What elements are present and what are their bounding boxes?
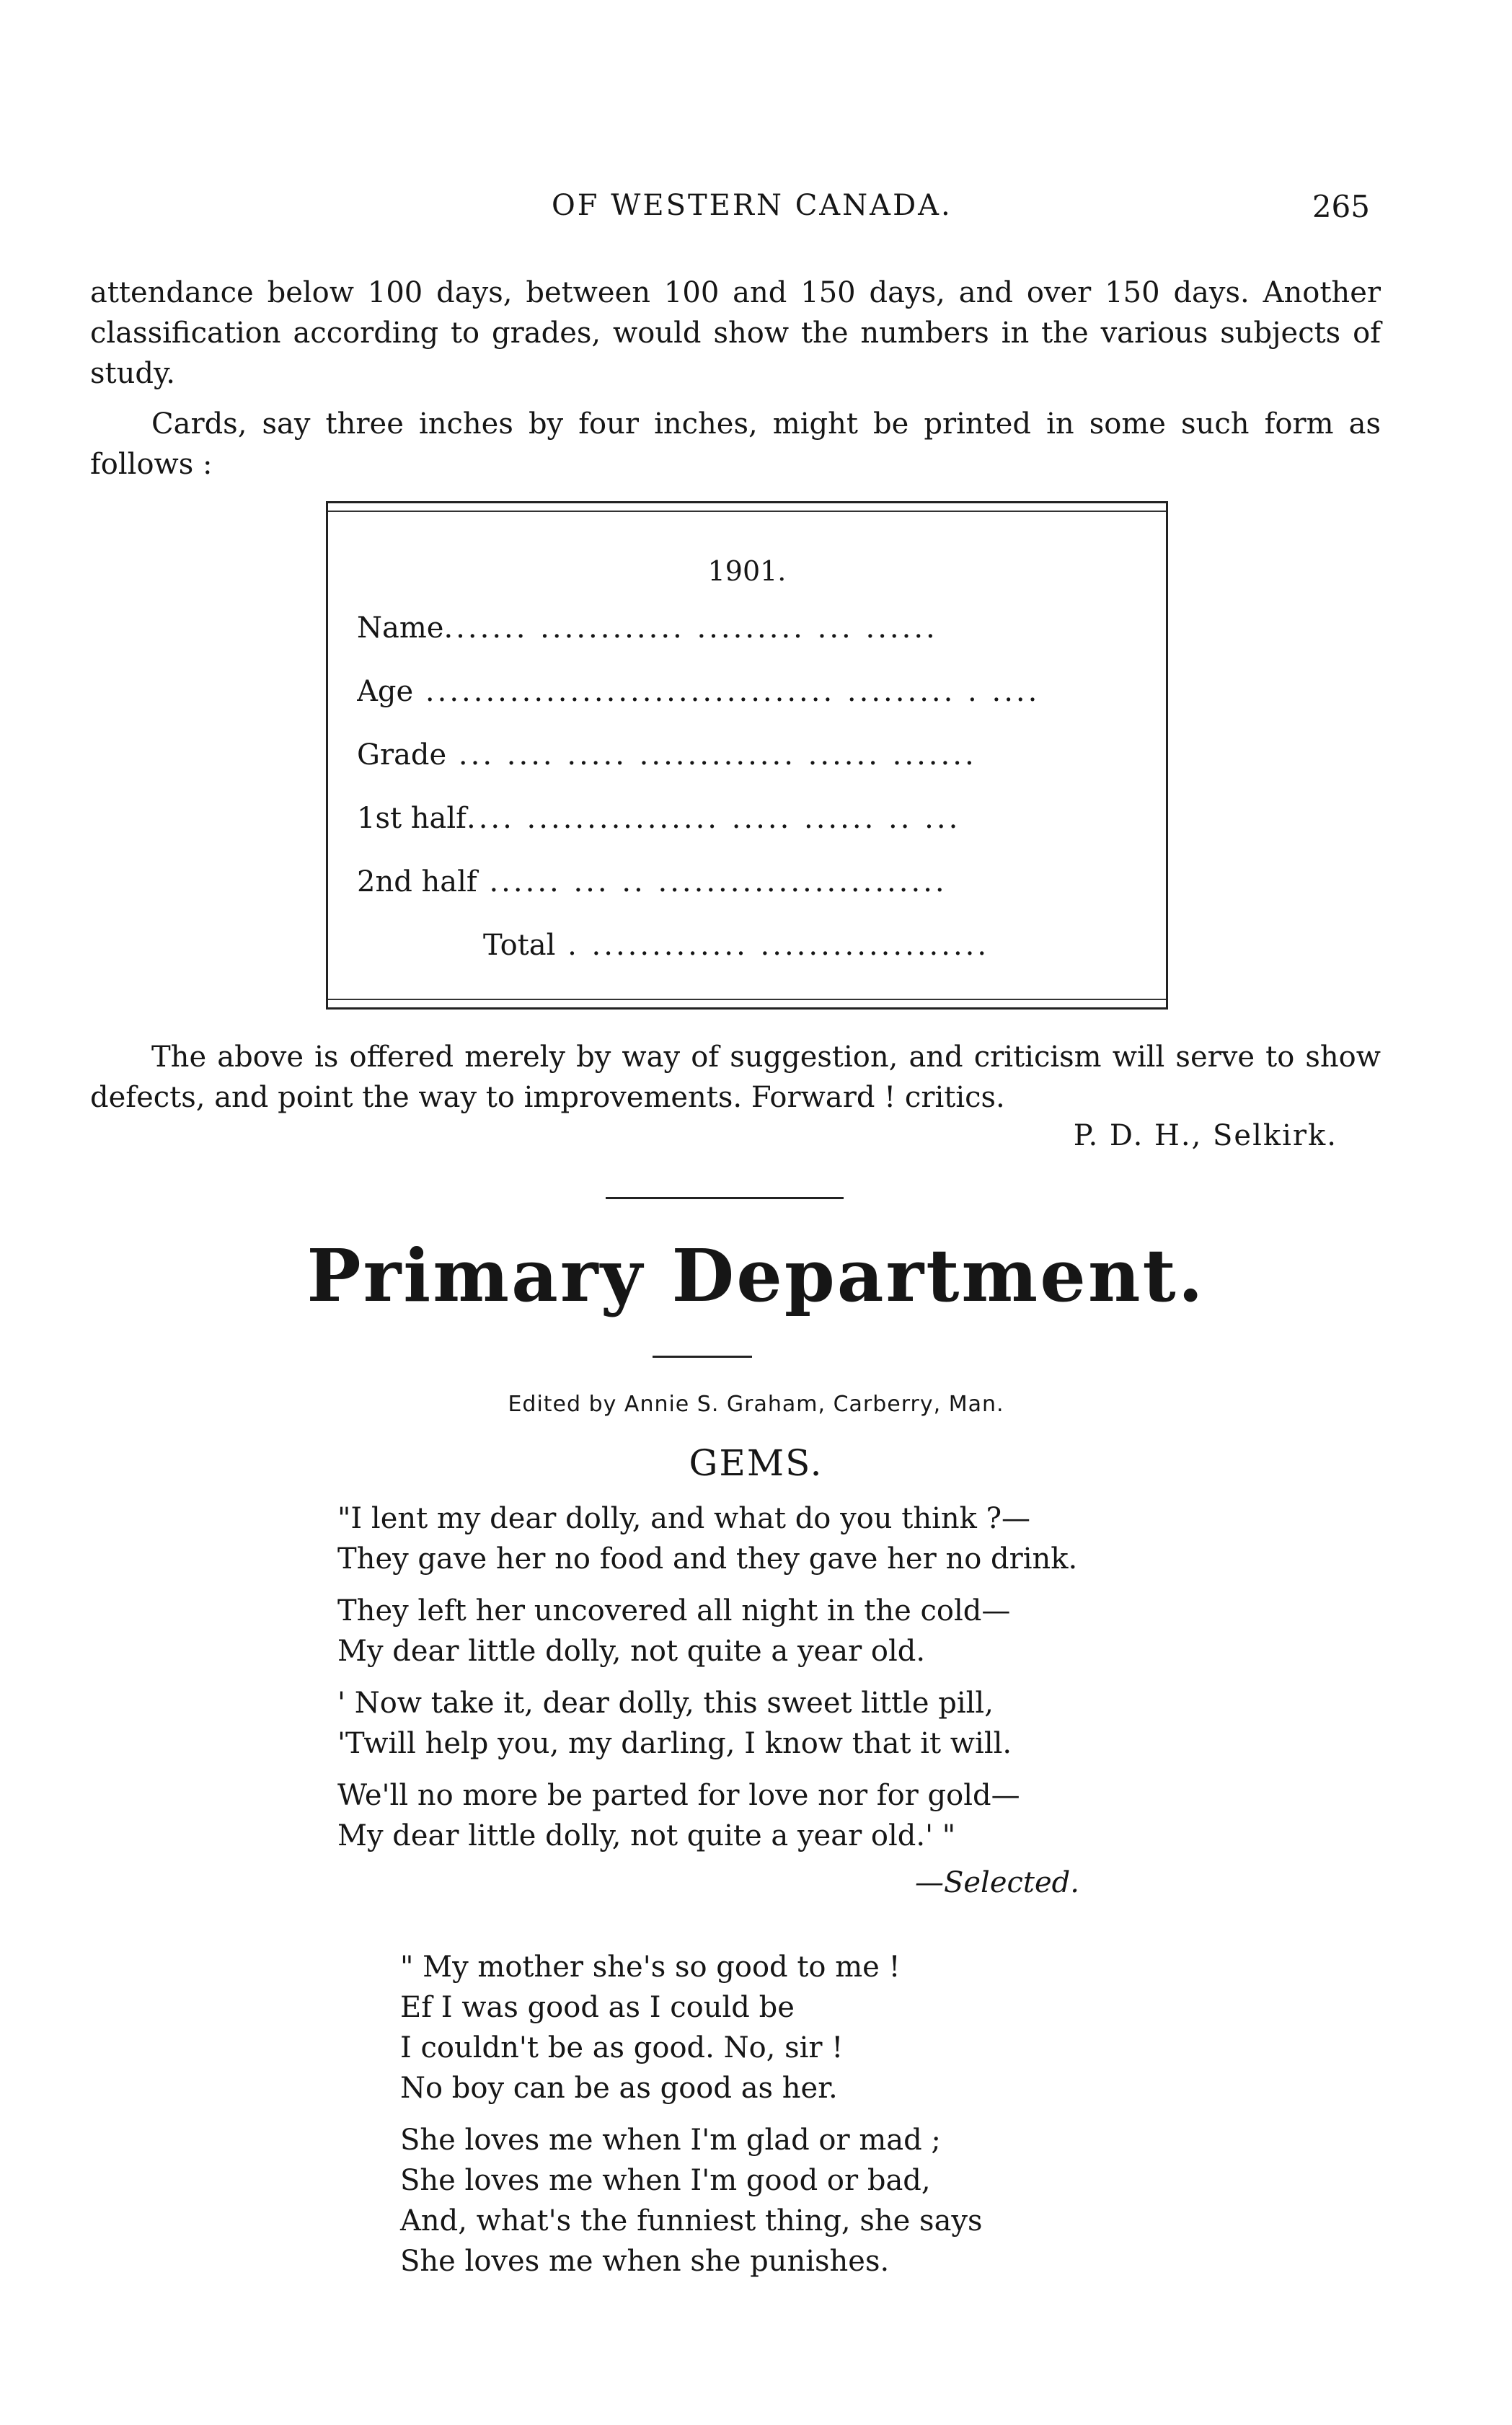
- poem-mother: [400, 1947, 983, 2293]
- card-row-label: Grade: [357, 738, 447, 772]
- card-row-age: [357, 675, 1130, 711]
- poem-stanza: [400, 1947, 983, 2108]
- department-title: Primary Department.: [306, 1233, 1206, 1318]
- card-row-dots: . ............. ...................: [555, 929, 990, 962]
- poem-line: They gave her no food and they gave her no drink.: [337, 1542, 1078, 1576]
- poem-dolly: [337, 1498, 1077, 1868]
- card-year: 1901.: [707, 555, 787, 587]
- card-row-label: 2nd half: [357, 865, 477, 898]
- section-divider: [606, 1197, 844, 1199]
- poem-line: We'll no more be parted for love nor for gold—: [337, 1779, 1020, 1812]
- paragraph-attendance: attendance below 100 days, between 100 and 150 days, and over 150 days. Another classification according to grades, would show the numbers in the various subjects of study.: [90, 276, 1381, 390]
- card-row-dots: .................................. ......... . ....: [413, 675, 1040, 708]
- poem-line: "I lent my dear dolly, and what do you think ?—: [337, 1502, 1031, 1535]
- poem-line: ' Now take it, dear dolly, this sweet little pill,: [337, 1687, 994, 1720]
- signature: P. D. H., Selkirk.: [1073, 1119, 1338, 1152]
- poem-stanza: [400, 2120, 983, 2282]
- card-inner-rule-bottom: [328, 999, 1166, 1000]
- poem-attribution: —Selected.: [914, 1866, 1079, 1899]
- card-row-label: Total: [483, 929, 556, 962]
- card-row-second-half: [357, 865, 1130, 901]
- paragraph-suggestion: The above is offered merely by way of suggestion, and criticism will serve to show defects, and point the way to improvements. Forward ! critics.: [90, 1041, 1381, 1114]
- running-head: [90, 189, 1381, 232]
- poem-line: Ef I was good as I could be: [400, 1991, 795, 2024]
- gems-heading: GEMS.: [689, 1442, 823, 1484]
- editor-credit: Edited by Annie S. Graham, Carberry, Man.: [508, 1392, 1004, 1417]
- paragraph-cards: Cards, say three inches by four inches, might be printed in some such form as follows :: [90, 407, 1381, 481]
- poem-line: My dear little dolly, not quite a year old.: [337, 1635, 926, 1668]
- poem-stanza: [337, 1775, 1077, 1856]
- card-row-dots: ... .... ..... ............. ...... .......: [446, 738, 977, 772]
- running-title: OF WESTERN CANADA.: [552, 189, 952, 222]
- card-row-name: [357, 611, 1130, 648]
- card-row-label: Name: [357, 611, 444, 645]
- card-row-label: 1st half: [357, 802, 467, 835]
- card-row-dots: .... ................ ..... ...... .. ...: [466, 802, 961, 835]
- poem-stanza: [337, 1498, 1077, 1579]
- poem-stanza: [337, 1591, 1077, 1671]
- sample-card: [326, 501, 1168, 1010]
- poem-stanza: [337, 1683, 1077, 1764]
- card-row-label: Age: [357, 675, 414, 708]
- poem-line: She loves me when I'm good or bad,: [400, 2164, 931, 2197]
- poem-line: She loves me when she punishes.: [400, 2245, 890, 2278]
- card-row-grade: [357, 738, 1130, 774]
- poem-line: She loves me when I'm glad or mad ;: [400, 2124, 941, 2157]
- card-row-dots: ...... ... .. ........................: [477, 865, 947, 898]
- poem-line: 'Twill help you, my darling, I know that it will.: [337, 1727, 1012, 1760]
- poem-line: And, what's the funniest thing, she says: [400, 2204, 983, 2238]
- poem-line: " My mother she's so good to me !: [400, 1951, 901, 1984]
- title-underline: [653, 1356, 752, 1358]
- poem-line: I couldn't be as good. No, sir !: [400, 2031, 844, 2064]
- poem-line: They left her uncovered all night in the cold—: [337, 1594, 1011, 1627]
- page-number: 265: [1312, 189, 1370, 224]
- poem-line: No boy can be as good as her.: [400, 2072, 838, 2105]
- card-row-dots: ....... ............ ......... ... ......: [443, 611, 938, 645]
- card-row-total: [483, 929, 1130, 965]
- poem-line: My dear little dolly, not quite a year old.' ": [337, 1819, 956, 1852]
- card-row-first-half: [357, 802, 1130, 838]
- card-inner-rule-top: [328, 511, 1166, 512]
